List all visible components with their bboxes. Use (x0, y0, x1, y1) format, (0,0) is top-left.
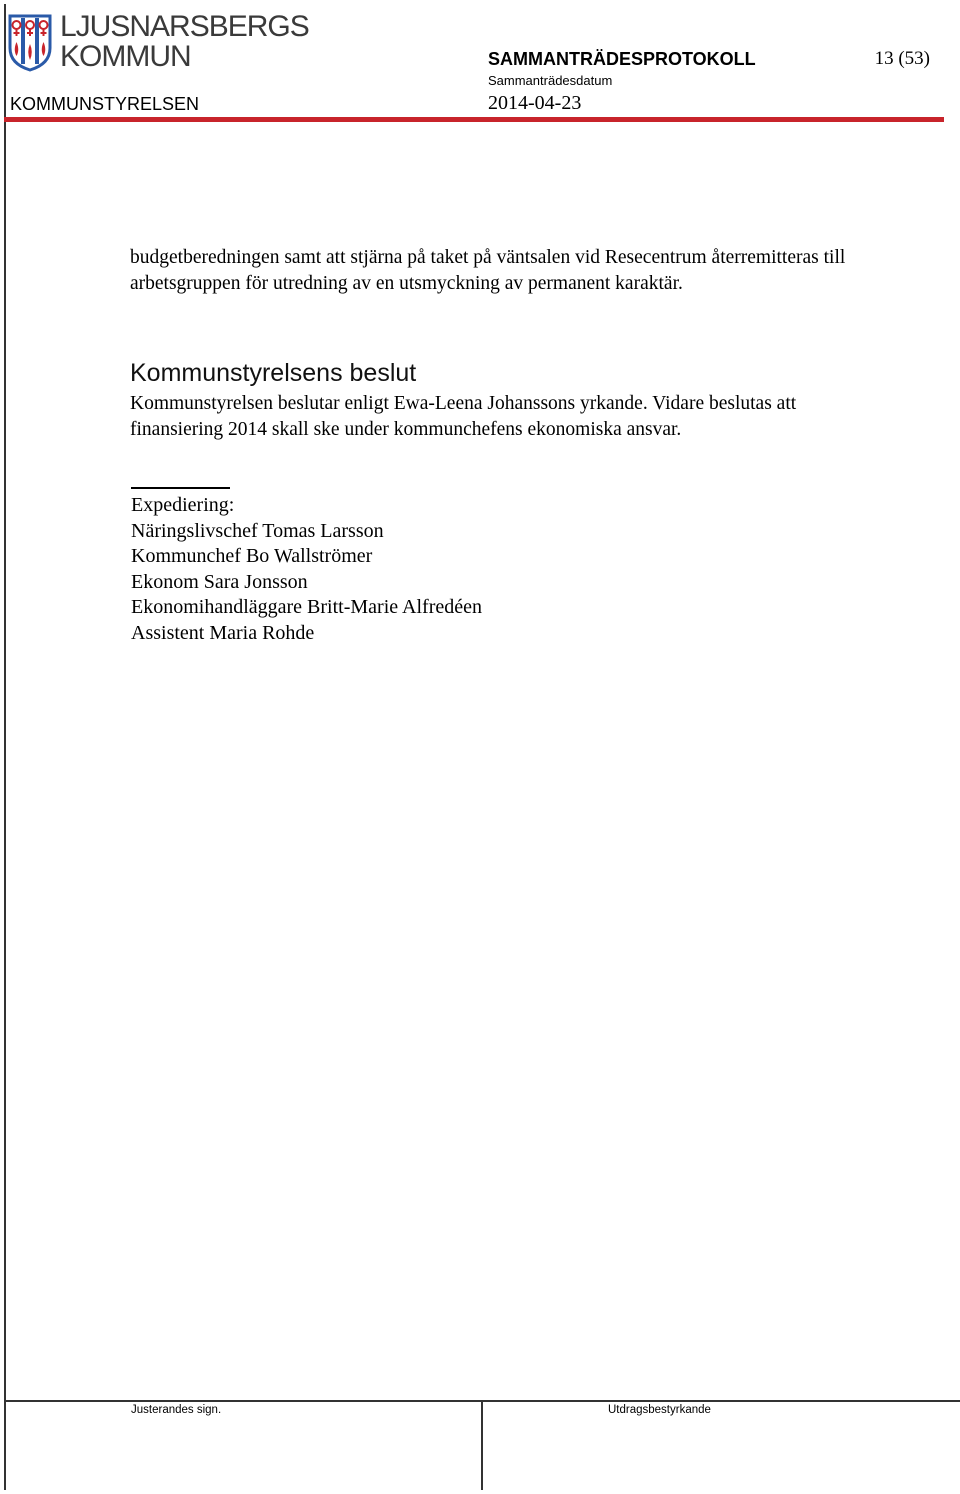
list-item: Kommunchef Bo Wallströmer (131, 545, 373, 567)
organization-name: KOMMUNSTYRELSEN (10, 94, 200, 114)
meeting-date-value: 2014-04-23 (488, 92, 582, 114)
expediering-label: Expediering: (131, 494, 235, 516)
document-title: SAMMANTRÄDESPROTOKOLL (488, 49, 756, 69)
logo-wordmark-line2: KOMMUN (60, 40, 191, 73)
list-item: Ekonom Sara Jonsson (131, 570, 308, 593)
footer-signature-label: Justerandes sign. (131, 1404, 222, 1416)
list-item: Assistent Maria Rohde (131, 621, 315, 644)
page-left-border (4, 4, 6, 1490)
coat-of-arms-icon (8, 14, 52, 72)
list-item: Näringslivschef Tomas Larsson (131, 519, 384, 542)
paragraph-intro: budgetberedningen samt att stjärna på taket på väntsalen vid Resecentrum återremitteras till arbetsgruppen för utredning av en utsmyckning av permanent karaktär. (130, 247, 846, 294)
section-heading-decision: Kommunstyrelsens beslut (130, 359, 417, 387)
list-item: Ekonomihandläggare Britt-Marie Alfredéen (131, 596, 482, 618)
logo-wordmark-line1: LJUSNARSBERGS (60, 10, 309, 43)
expediering-rule (131, 487, 230, 489)
page-number: 13 (53) (874, 48, 930, 69)
paragraph-decision: Kommunstyrelsen beslutar enligt Ewa-Leena Johanssons yrkande. Vidare beslutas att finansiering 2014 skall ske under kommunchefens ekonomiska ansvar. (130, 393, 797, 440)
expediering-list (131, 493, 482, 646)
footer-column-divider (481, 1400, 483, 1490)
header-divider (4, 117, 944, 122)
meeting-date-label: Sammanträdesdatum (488, 73, 613, 88)
footer-certification-label: Utdragsbestyrkande (608, 1404, 711, 1416)
